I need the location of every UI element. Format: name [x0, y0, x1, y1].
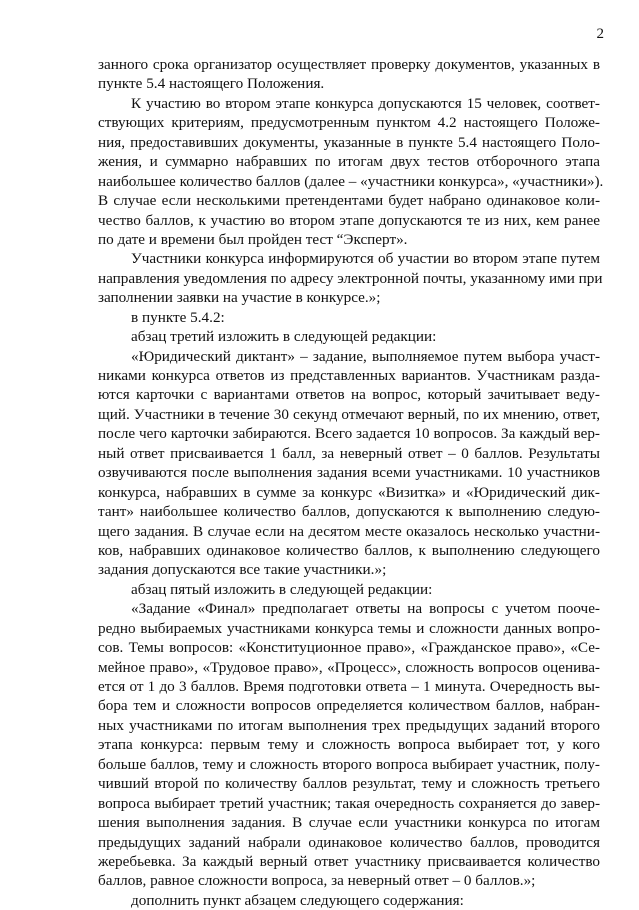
text-line: Участники конкурса информируются об участии во втором этапе путем	[131, 250, 600, 268]
text-line: конкурса, набравших в сумме за конкурс «Визитка» и «Юридический дик-	[98, 483, 600, 501]
text-line: заполнении заявки на участие в конкурсе.»;	[98, 289, 381, 307]
text-line: абзац пятый изложить в следующей редакции:	[131, 580, 433, 598]
text-line: К участию во втором этапе конкурса допускаются 15 человек, соответ-	[131, 94, 600, 112]
text-line: этапа конкурса: первым тему и сложность вопроса выбирает тот, у кого	[98, 736, 600, 754]
text-line: ных участниками по итогам выполнения трех предыдущих заданий второго	[98, 716, 600, 734]
text-line: баллов, равное сложности вопроса, за неверный ответ – 0 баллов.»;	[98, 872, 536, 890]
text-line: «Юридический диктант» – задание, выполняемое путем выбора участ-	[131, 347, 600, 365]
text-line: ется от 1 до 3 баллов. Время подготовки ответа – 1 минута. Очередность вы-	[98, 678, 600, 695]
text-line: наибольшее количество баллов (далее – «участники конкурса», «участники»).	[98, 172, 604, 190]
text-line: по дате и времени был пройден тест “Эксперт».	[98, 230, 408, 248]
page-number: 2	[596, 26, 604, 42]
text-line: бора тем и сложности вопросов определяется количеством баллов, набран-	[98, 697, 600, 715]
text-line: ков, набравших одинаковое количество баллов, к выполнению следующего	[98, 541, 600, 559]
text-line: жеребьевка. За каждый верный ответ участнику присваивается количество	[98, 852, 600, 870]
text-line: направления уведомления по адресу электронной почты, указанному ими при	[98, 269, 603, 287]
text-line: мейное право», «Трудовое право», «Процесс», сложность вопросов оценива-	[98, 658, 600, 676]
text-line: щего задания. В случае если на десятом месте оказалось несколько участни-	[98, 522, 600, 540]
text-line: задания допускаются все такие участники.»;	[98, 561, 387, 579]
text-line: В случае если несколькими претендентами будет набрано одинаковое коли-	[98, 192, 600, 210]
text-line: чивший второй по количеству баллов результат, тему и сложность третьего	[98, 775, 600, 793]
text-line: щий. Участники в течение 30 секунд отмечают верный, по их мнению, ответ,	[98, 405, 600, 423]
text-line: озвучиваются после выполнения задания всеми участниками. 10 участников	[98, 464, 600, 482]
text-line: вопроса выбирает третий участник; такая очередность сохраняется до завер-	[98, 794, 600, 812]
text-line: в пункте 5.4.2:	[131, 308, 225, 326]
text-line: шения выполнения задания. В случае если участники конкурса по итогам	[98, 814, 600, 832]
text-line: чество баллов, к участию во втором этапе допускаются те из них, кем ранее	[98, 211, 600, 229]
text-line: сов. Темы вопросов: «Конституционное право», «Гражданское право», «Се-	[98, 639, 600, 657]
text-line: предыдущих заданий набрали одинаковое количество баллов, проводится	[98, 833, 600, 851]
text-line: редно выбираемых участниками конкурса темы и сложности данных вопро-	[98, 619, 600, 637]
text-line: после чего карточки забираются. Всего задается 10 вопросов. За каждый вер-	[98, 425, 600, 443]
text-line: ный ответ присваивается 1 балл, за неверный ответ – 0 баллов. Результаты	[98, 444, 600, 462]
text-line: тант» наибольшее количество баллов, допускаются к выполнению следую-	[98, 503, 600, 521]
text-line: дополнить пункт абзацем следующего содержания:	[131, 891, 464, 909]
text-line: жения, и суммарно набравших по итогам двух тестов отборочного этапа	[98, 153, 600, 171]
text-line: занного срока организатор осуществляет проверку документов, указанных в	[98, 56, 600, 73]
text-line: больше баллов, тему и сложность второго вопроса выбирает участник, полу-	[98, 755, 600, 773]
text-line: ния, предоставивших документы, указанные в пункте 5.4 настоящего Поло-	[98, 133, 600, 151]
text-line: никами конкурса ответов из представленных вариантов. Участникам разда-	[98, 367, 600, 384]
text-line: ются карточки с вариантами ответов на вопрос, который зачитывает веду-	[98, 386, 600, 404]
text-line: «Задание «Финал» предполагает ответы на вопросы с учетом пооче-	[131, 600, 600, 618]
document-body	[98, 55, 604, 910]
text-line: ствующих критериям, предусмотренным пунктом 4.2 настоящего Положе-	[98, 114, 600, 132]
text-line: пункте 5.4 настоящего Положения.	[98, 75, 325, 93]
text-line: абзац третий изложить в следующей редакции:	[131, 328, 437, 346]
